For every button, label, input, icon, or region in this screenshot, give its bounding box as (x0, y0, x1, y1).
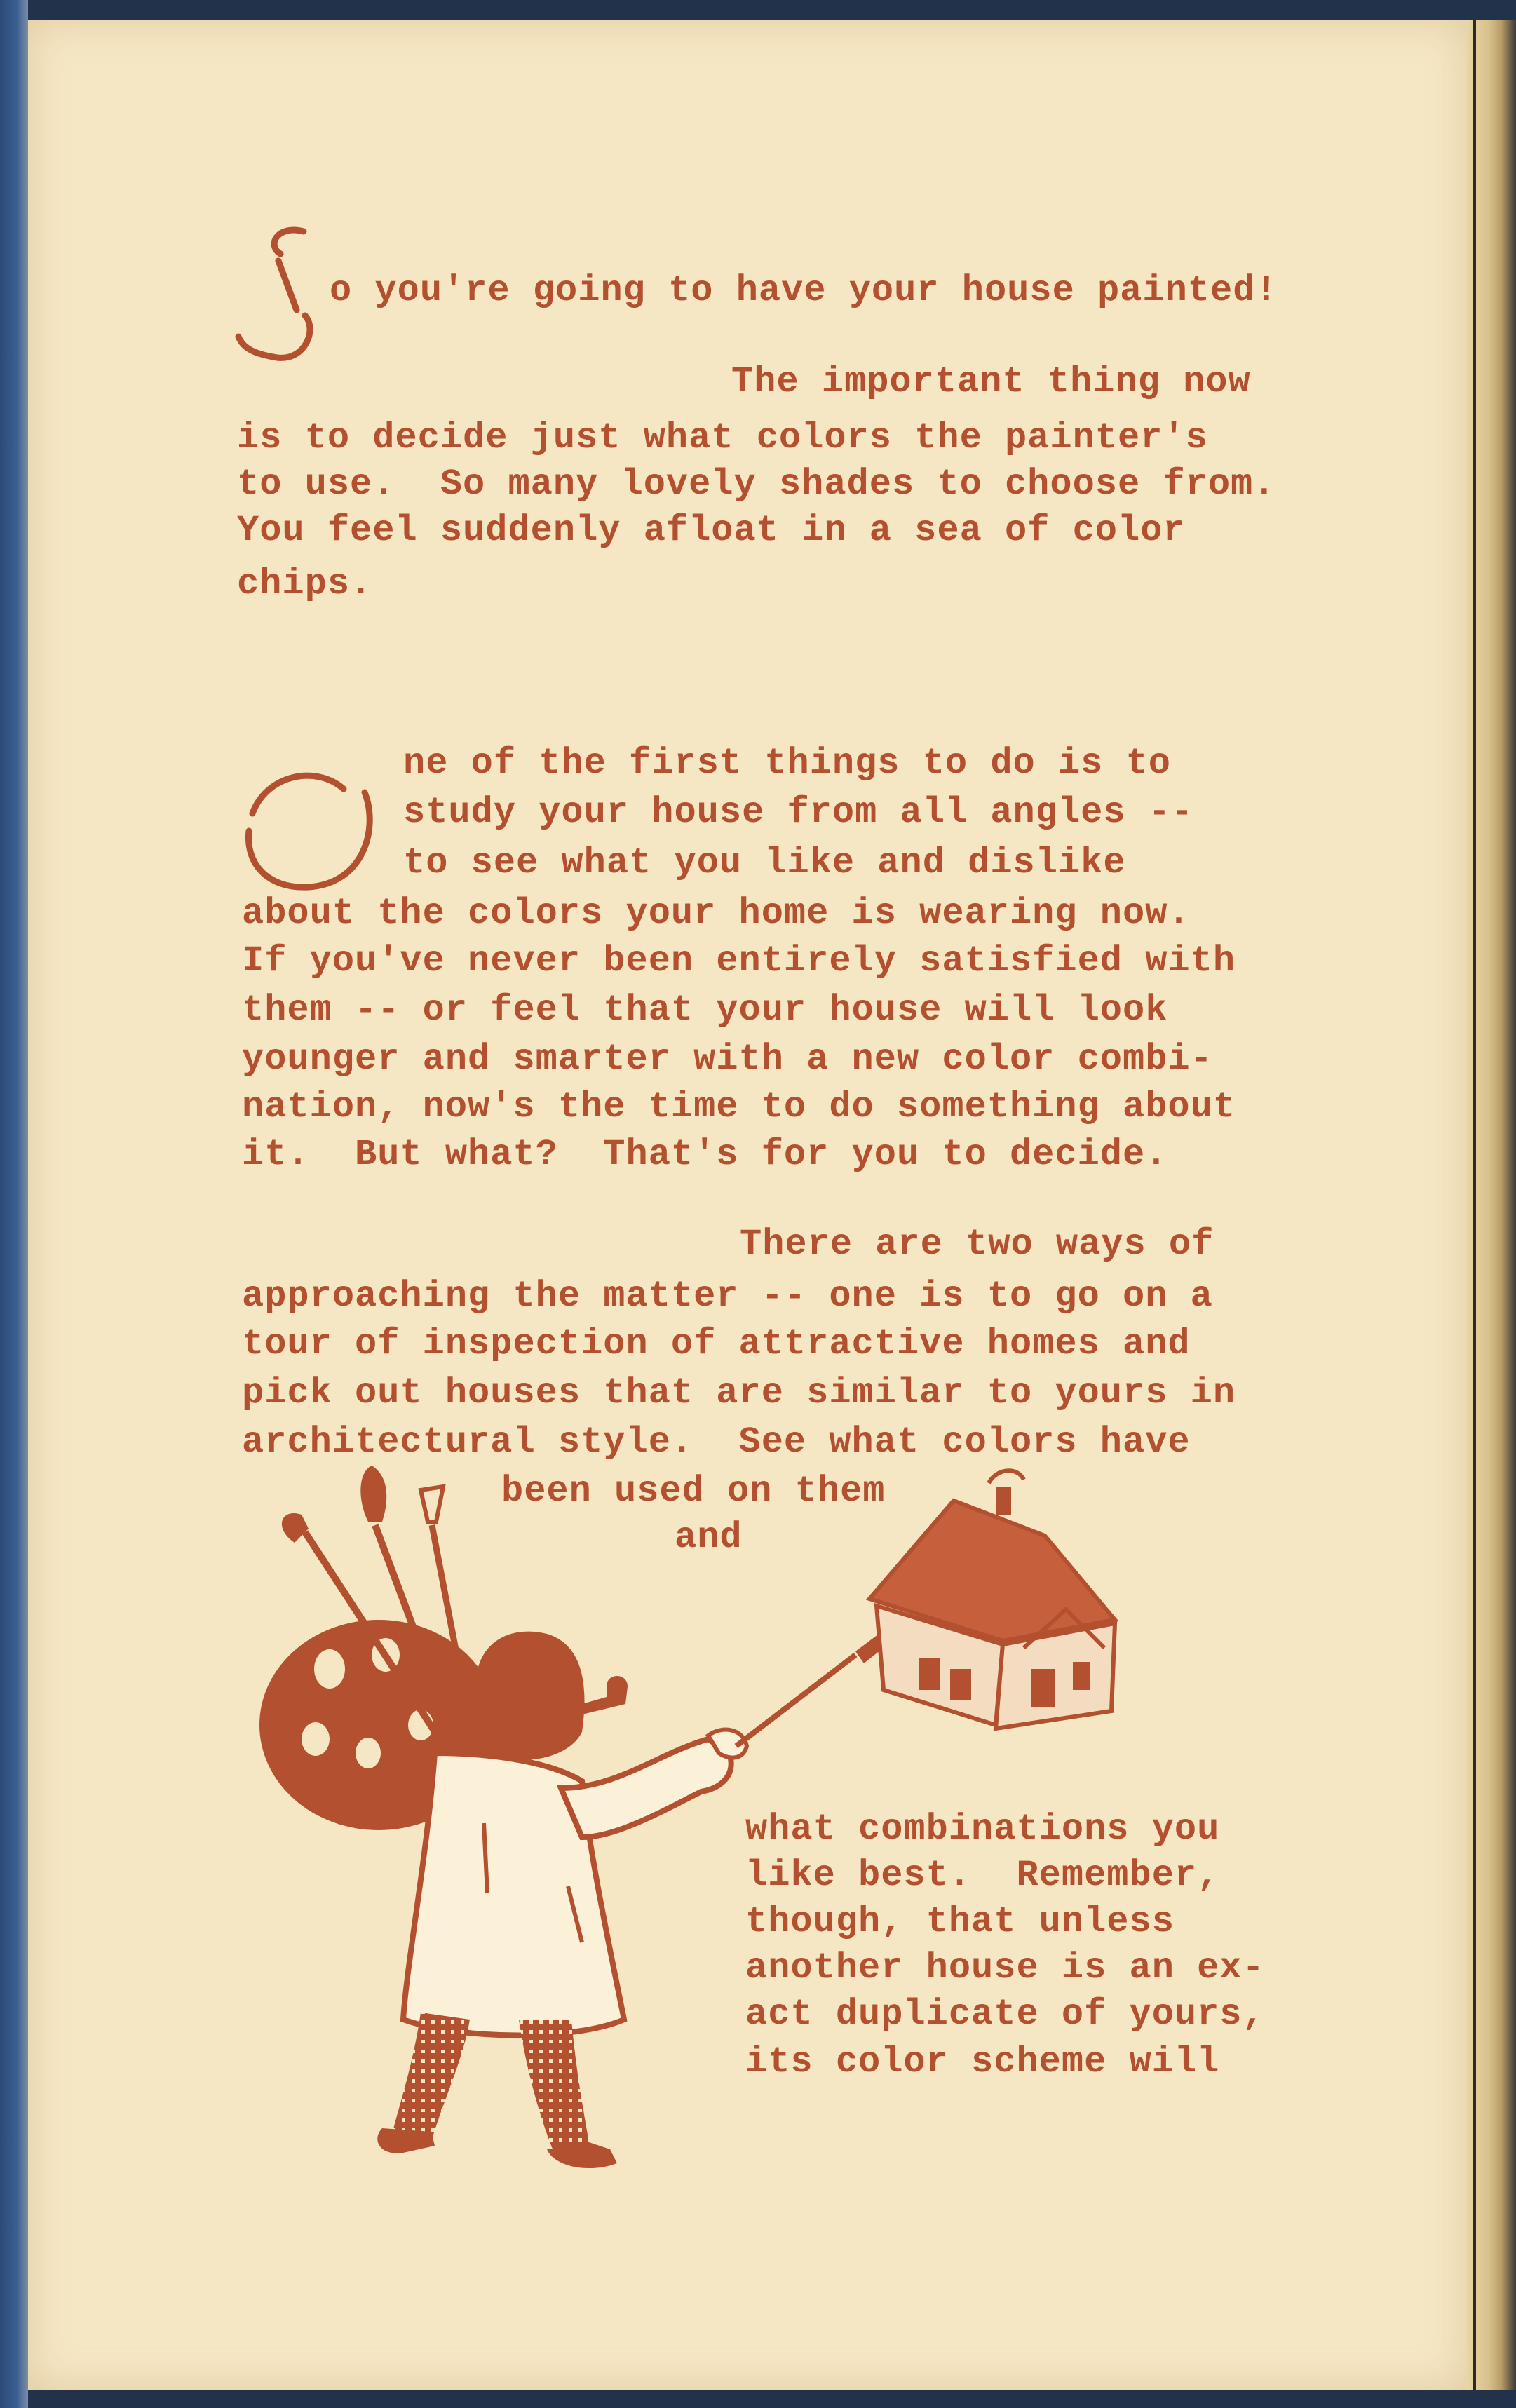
section3-line-6: been used on them (501, 1470, 886, 1512)
drop-cap-o-letter: O (238, 757, 239, 758)
section2-line-4: about the colors your home is wearing now. (242, 893, 1191, 934)
section2-line-3: to see what you like and dislike (403, 842, 1126, 884)
section2-line-2: study your house from all angles -- (403, 792, 1194, 833)
section2-line-1: ne of the first things to do is to (403, 743, 1171, 784)
gutter-shadow (1473, 20, 1476, 2390)
intro-line-1: o you're going to have your house painted! (330, 270, 1278, 311)
section3-line-5: architectural style. See what colors have (242, 1421, 1191, 1463)
drop-cap-s (228, 217, 333, 372)
intro-line-5: You feel suddenly afloat in a sea of color (237, 510, 1186, 551)
section3-line-1: There are two ways of (740, 1224, 1214, 1265)
section4-line-2: like best. Remember, (745, 1855, 1220, 1896)
drop-cap-s-letter: S (228, 217, 229, 218)
section4-line-1: what combinations you (745, 1808, 1220, 1850)
intro-line-2: The important thing now (731, 361, 1251, 403)
section3-line-7: and (675, 1517, 743, 1558)
section3-line-3: tour of inspection of attractive homes and (242, 1323, 1191, 1365)
section2-line-9: it. But what? That's for you to decide. (242, 1134, 1168, 1175)
intro-line-6: chips. (237, 563, 373, 604)
section4-line-4: another house is an ex- (745, 1947, 1265, 1989)
section4-line-6: its color scheme will (745, 2041, 1220, 2083)
intro-line-3: is to decide just what colors the painter's (237, 417, 1208, 459)
book-cover-edge (0, 0, 28, 2408)
section2-line-5: If you've never been entirely satisfied with (242, 940, 1236, 982)
drop-cap-o (238, 757, 386, 898)
section3-line-2: approaching the matter -- one is to go on a (242, 1276, 1213, 1317)
section2-line-6: them -- or feel that your house will look (242, 989, 1168, 1031)
section2-line-8: nation, now's the time to do something about (242, 1086, 1236, 1128)
intro-line-4: to use. So many lovely shades to choose from. (237, 464, 1276, 505)
house-drawing (869, 1470, 1115, 1729)
section2-line-7: younger and smarter with a new color combi- (242, 1039, 1213, 1080)
section4-line-5: act duplicate of yours, (745, 1994, 1265, 2035)
section3-line-4: pick out houses that are similar to yours in (242, 1372, 1236, 1414)
section4-line-3: though, that unless (745, 1901, 1175, 1942)
